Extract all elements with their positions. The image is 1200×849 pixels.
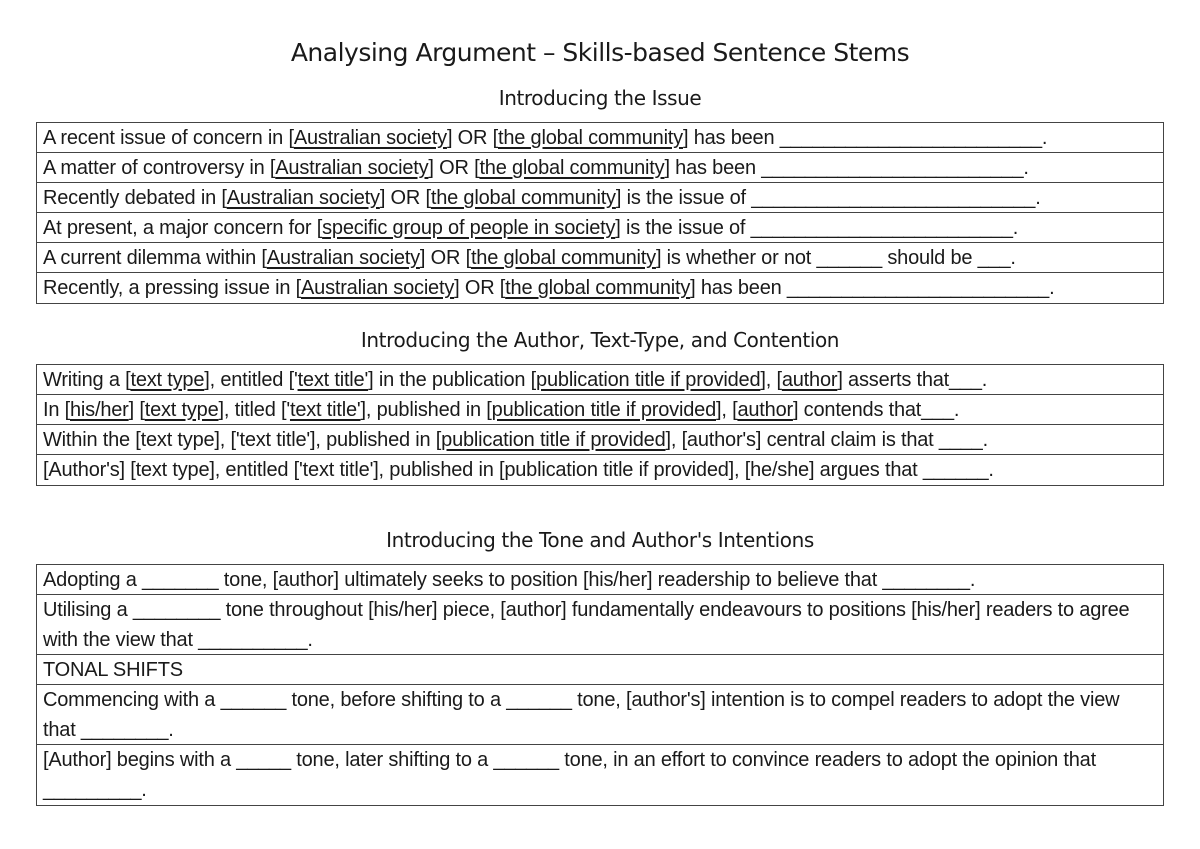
stem-text: A current dilemma within [	[43, 247, 267, 269]
stem-text: ], published in [	[360, 399, 492, 421]
stem-row	[37, 685, 1163, 745]
stem-text: ] is the issue of __________________________.	[615, 187, 1041, 209]
stem-text: Adopting a _______ tone, [author] ultimately seeks to position [his/her] readership to believe that ________.	[43, 569, 976, 591]
stem-row	[37, 123, 1163, 153]
stem-text: ] is whether or not ______ should be ___.	[655, 247, 1016, 269]
stem-text: At present, a major concern for [	[43, 217, 323, 239]
placeholder-underlined: author	[781, 369, 838, 391]
stem-row	[37, 243, 1163, 273]
stem-text: ] has been ________________________.	[690, 277, 1055, 299]
stem-text: TONAL SHIFTS	[43, 659, 183, 681]
stem-text: [Author's] [text type], entitled ['text title'], published in [publication title if provided], [he/she] argues that ______.	[43, 459, 994, 481]
placeholder-underlined: text type	[130, 369, 205, 391]
stem-text: Commencing with a ______ tone, before shifting to a ______ tone, [author's] intention is to compel readers to adopt the view that ________.	[43, 689, 1120, 741]
stem-row	[37, 273, 1163, 303]
stem-row	[37, 213, 1163, 243]
stem-text: In [	[43, 399, 70, 421]
stem-row	[37, 425, 1163, 455]
stem-row	[37, 153, 1163, 183]
placeholder-underlined: text title'	[289, 399, 361, 421]
stem-text: ] OR [	[446, 127, 498, 149]
stem-text: A matter of controversy in [	[43, 157, 276, 179]
stem-table-issue	[36, 122, 1164, 304]
stem-row	[37, 365, 1163, 395]
page-title: Analysing Argument – Skills-based Sentence Stems	[290, 38, 910, 67]
stem-text: ] is the issue of ________________________.	[615, 217, 1019, 239]
placeholder-underlined: Australian society	[226, 187, 380, 209]
stem-text: A recent issue of concern in [	[43, 127, 294, 149]
stem-text: [Author] begins with a _____ tone, later shifting to a ______ tone, in an effort to convince readers to adopt the opinion that _________.	[43, 749, 1096, 801]
stem-text: ], [	[760, 369, 782, 391]
stem-row	[37, 745, 1163, 805]
section-heading-tone: Introducing the Tone and Author's Intentions	[386, 528, 814, 552]
stem-text: Recently, a pressing issue in [	[43, 277, 301, 299]
placeholder-underlined: Australian society	[266, 247, 420, 269]
stem-text: Writing a [	[43, 369, 131, 391]
section-heading-issue: Introducing the Issue	[498, 86, 702, 110]
section-heading-author: Introducing the Author, Text-Type, and Contention	[360, 328, 840, 352]
stem-row	[37, 565, 1163, 595]
stem-text: ] has been ________________________.	[682, 127, 1048, 149]
stem-text: ] OR [	[428, 157, 480, 179]
stem-table-tone	[36, 564, 1164, 806]
stem-row	[37, 595, 1163, 655]
placeholder-underlined: author	[737, 399, 793, 421]
stem-text: Recently debated in [	[43, 187, 227, 209]
placeholder-underlined: the global community	[479, 157, 665, 179]
placeholder-underlined: publication title if provided	[491, 399, 716, 421]
stem-text: ] has been ________________________.	[664, 157, 1029, 179]
stem-text: Utilising a ________ tone throughout [his/her] piece, [author] fundamentally endeavours to positions [his/her] readers to agree with the view that __________.	[43, 599, 1130, 651]
placeholder-underlined: specific group of people in society	[322, 217, 616, 239]
stem-row	[37, 655, 1163, 685]
placeholder-underlined: his/her	[70, 399, 129, 421]
placeholder-underlined: publication title if provided	[441, 429, 666, 451]
stem-text: ] OR [	[379, 187, 431, 209]
placeholder-underlined: Australian society	[301, 277, 455, 299]
stem-text: ] [	[128, 399, 145, 421]
stem-text: Within the [text type], ['text title'], published in [	[43, 429, 442, 451]
placeholder-underlined: Australian society	[275, 157, 429, 179]
placeholder-underlined: text title'	[297, 369, 369, 391]
stem-row	[37, 183, 1163, 213]
placeholder-underlined: the global community	[497, 127, 683, 149]
stem-row	[37, 455, 1163, 485]
stem-row	[37, 395, 1163, 425]
stem-text: ], [author's] central claim is that ____.	[665, 429, 988, 451]
stem-text: ], entitled ['	[204, 369, 298, 391]
placeholder-underlined: text type	[144, 399, 219, 421]
stem-table-author	[36, 364, 1164, 486]
placeholder-underlined: publication title if provided	[536, 369, 761, 391]
stem-text: ], [	[716, 399, 738, 421]
stem-text: ], titled ['	[218, 399, 290, 421]
placeholder-underlined: Australian society	[293, 127, 447, 149]
stem-text: ] OR [	[419, 247, 471, 269]
placeholder-underlined: the global community	[505, 277, 691, 299]
stem-text: ] asserts that___.	[837, 369, 988, 391]
stem-text: ] contends that___.	[792, 399, 960, 421]
stem-text: ] in the publication [	[368, 369, 537, 391]
placeholder-underlined: the global community	[470, 247, 656, 269]
placeholder-underlined: the global community	[430, 187, 616, 209]
stem-text: ] OR [	[454, 277, 506, 299]
